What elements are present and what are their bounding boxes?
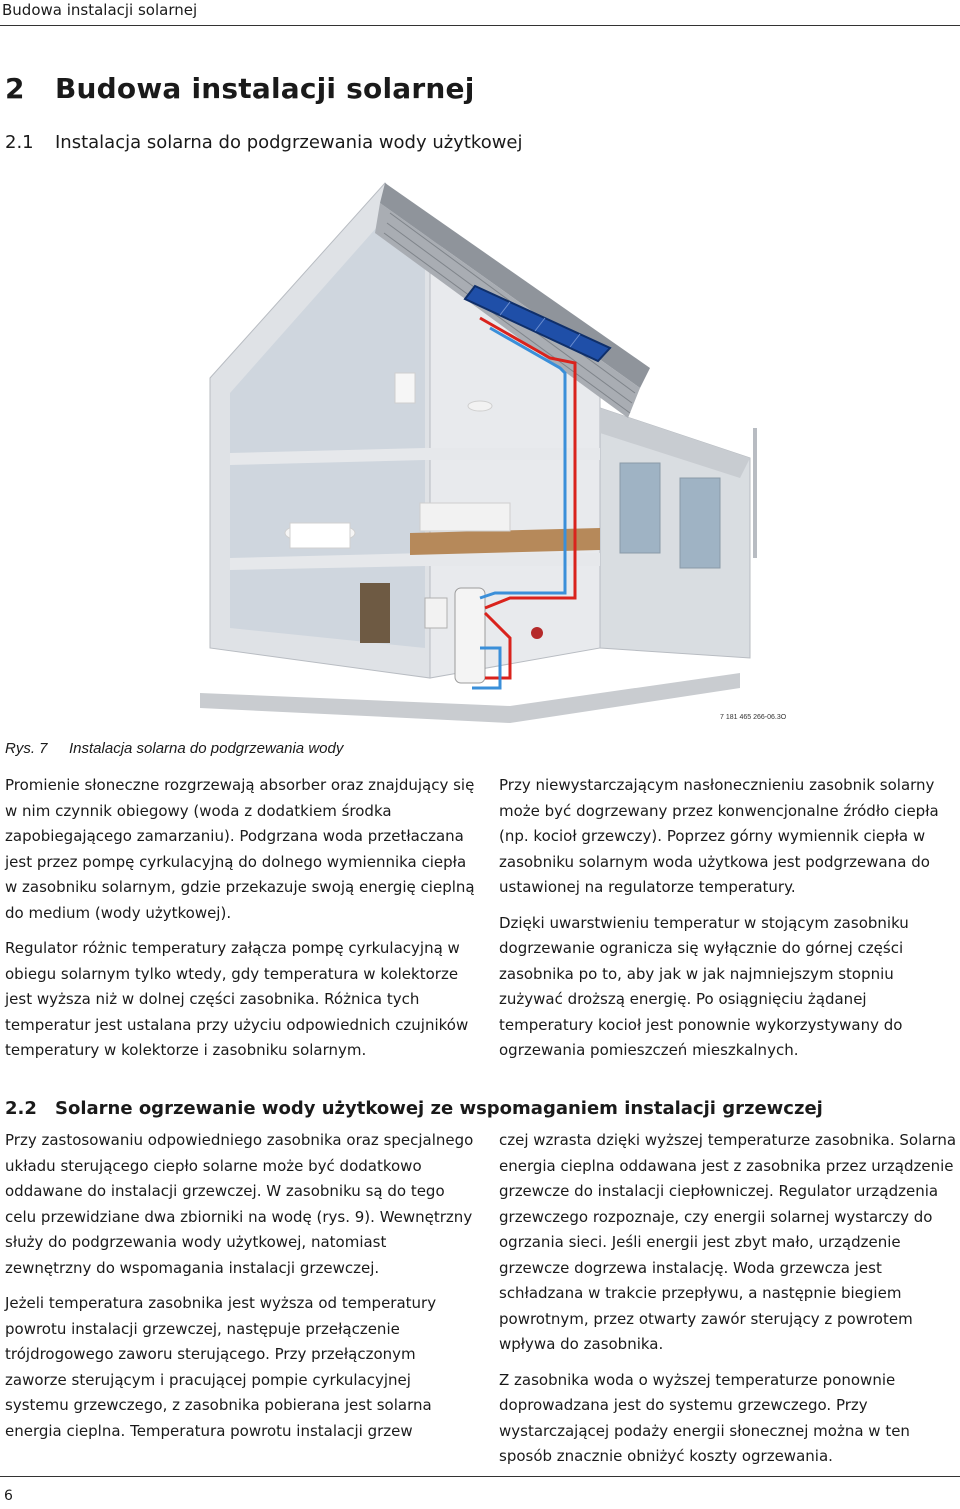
page-number: 6 — [4, 1488, 13, 1504]
section-title: Budowa instalacji solarnej — [55, 72, 475, 105]
paragraph: Z zasobnika woda o wyższej temperaturze ponownie doprowadzana jest do systemu grzewczego. Przy wystarczającej podaży energii słonecznej można w ten sposób znacznie obniżyć koszty ogrzewania. — [499, 1370, 910, 1465]
paragraph: Dzięki uwarstwieniu temperatur w stojącym zasobniku dogrzewanie ogranicza się wyłącznie do górnej części zasobnika po to, aby jak w jak najmniejszym stopniu zużywać droższą energię. Po osiągnięciu żądanej temperatury kocioł jest ponownie wykorzystywany do ogrzewania pomieszczeń mieszkalnych. — [499, 913, 909, 1059]
paragraph: Przy niewystarczającym nasłonecznieniu zasobnik solarny może być dogrzewany przez konwencjonalne źródło ciepła (np. kocioł grzewczy). Poprzez górny wymiennik ciepła w zasobniku solarnym woda użytkowa jest podgrzewana do ustawionej na regulatorze temperatury. — [499, 776, 939, 896]
section-number: 2 — [5, 72, 25, 105]
text-column-4 — [499, 1128, 959, 1480]
subsection-number-2: 2.2 — [5, 1098, 37, 1119]
text-column-2 — [499, 773, 959, 1074]
paragraph: Promienie słoneczne rozgrzewają absorber oraz znajdujący się w nim czynnik obiegowy (woda z dodatkiem środka zapobiegającego zamarzaniu). Podgrzana woda przetłaczana jest przez pompę cyrkulacyjną do dolnego wymiennika ciepła w zasobniku solarnym, gdzie przekazuje swoją energię cieplną do medium (wody użytkowej). — [5, 776, 475, 922]
paragraph: Regulator różnic temperatury załącza pompę cyrkulacyjną w obiegu solarnym tylko wtedy, gdy temperatura w kolektorze jest wyższa niż w dolnej części zasobnika. Różnica tych temperatur jest ustalana przy użyciu odpowiednich czujników temperatury w kolektorze i zasobniku solarnym. — [5, 939, 469, 1059]
paragraph: Jeżeli temperatura zasobnika jest wyższa od temperatury powrotu instalacji grzewczej, następuje przełączenie trójdrogowego zaworu sterującego. Przy przełączonym zaworze sterującym i pracującej pompie cyrkulacyjnej systemu grzewczego, z zasobnika pobierana jest solarna energia cieplna. Temperatura powrotu instalacji grzew — [5, 1294, 437, 1440]
figure-caption — [5, 740, 343, 757]
subsection-number-1: 2.1 — [5, 132, 34, 153]
paragraph: Przy zastosowaniu odpowiedniego zasobnika oraz specjalnego układu sterującego ciepło solarne może być dodatkowo oddawane do instalacji grzewczej. W zasobniku są do tego celu przewidziane dwa zbiorniki na wodę (rys. 9). Wewnętrzny służy do podgrzewania wody użytkowej, natomiast zewnętrzny do wspomagania instalacji grzewczej. — [5, 1131, 474, 1277]
subsection-title-2: Solarne ogrzewanie wody użytkowej ze wspomaganiem instalacji grzewczej — [55, 1098, 823, 1119]
subsection-heading-2 — [5, 1098, 823, 1119]
solar-house-illustration — [180, 178, 770, 728]
running-title: Budowa instalacji solarnej — [2, 1, 198, 19]
footer-rule — [0, 1476, 960, 1477]
figure-caption-text: Instalacja solarna do podgrzewania wody — [69, 740, 344, 757]
subsection-title-1: Instalacja solarna do podgrzewania wody użytkowej — [55, 132, 523, 153]
running-header — [0, 0, 960, 26]
paragraph: czej wzrasta dzięki wyższej temperaturze zasobnika. Solarna energia cieplna oddawana jest z zasobnika przez urządzenie grzewcze do instalacji ciepłowniczej. Regulator urządzenia grzewczego rozpoznaje, czy energii solarnej wystarczy do ogrzania sieci. Jeśli energii jest zbyt mało, urządzenie grzewcze dogrzewa instalację. Woda grzewcza jest schładzana w trakcie przepływu, a następnie biegiem powrotnym, przez otwarty zawór sterujący z powrotem wpływa do zasobnika. — [499, 1131, 957, 1353]
section-heading — [5, 72, 475, 105]
text-column-1 — [5, 773, 475, 1074]
text-column-3 — [5, 1128, 475, 1454]
subsection-heading-1 — [5, 132, 523, 153]
header-rule — [0, 25, 960, 26]
figure-caption-label: Rys. 7 — [5, 740, 48, 757]
figure-code: 7 181 465 266-06.3O — [720, 714, 787, 721]
